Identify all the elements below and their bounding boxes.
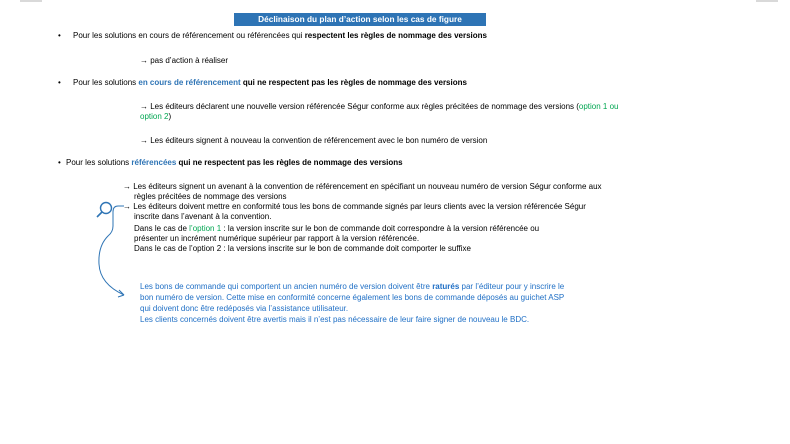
- bullet: •: [58, 31, 61, 40]
- section3-item2-line2: inscrite dans l’avenant à la convention.: [134, 212, 272, 221]
- section3-item2-line1: → Les éditeurs doivent mettre en conformité tous les bons de commande signés par leurs clients avec la version référencée Ségur: [123, 202, 586, 211]
- section3-item1-line2: règles précitées de nommage des versions: [134, 192, 287, 201]
- note-line4: Les clients concernés doivent être avertis mais il n’est pas nécessaire de leur faire signer de nouveau le BDC.: [140, 315, 530, 324]
- section3-option1-line2: présenter un incrément numérique supérieur par rapport à la version référencée.: [134, 234, 420, 243]
- bullet: •: [58, 158, 61, 167]
- section3-option2: Dans le cas de l’option 2 : la versions inscrite sur le bon de commande doit comporter le suffixe: [134, 244, 471, 253]
- corner-mark-left: [20, 0, 42, 2]
- section3-option1-line1: Dans le cas de l’option 1 : la version inscrite sur le bon de commande doit correspondre à la version référencée ou: [134, 224, 540, 233]
- section2-item2: → Les éditeurs signent à nouveau la convention de référencement avec le bon numéro de version: [140, 136, 488, 145]
- bullet: •: [58, 78, 61, 87]
- page-title: Déclinaison du plan d’action selon les cas de figure: [234, 13, 486, 26]
- section3-item1-line1: → Les éditeurs signent un avenant à la convention de référencement en spécifiant un nouveau numéro de version Ségur conforme aux: [123, 182, 602, 191]
- note-line2: bon numéro de version. Cette mise en conformité concerne également les bons de commande déposés au guichet ASP: [140, 293, 565, 302]
- note-line3: qui doivent donc être redéposés via l’assistance utilisateur.: [140, 304, 349, 313]
- section2-item1-cont: option 2): [140, 112, 172, 121]
- connector-bracket: [94, 200, 134, 310]
- note-line1: Les bons de commande qui comportent un ancien numéro de version doivent être raturés par l’éditeur pour y inscrire le: [140, 282, 565, 291]
- section2-item1: → Les éditeurs déclarent une nouvelle version référencée Ségur conforme aux règles précitées de nommage des versions (option 1 ou: [140, 102, 619, 111]
- section1-heading: Pour les solutions en cours de référencement ou référencées qui respectent les règles de nommage des versions: [73, 31, 487, 40]
- section2-heading: Pour les solutions en cours de référencement qui ne respectent pas les règles de nommage des versions: [73, 78, 467, 87]
- section3-heading: Pour les solutions référencées qui ne respectent pas les règles de nommage des versions: [66, 158, 403, 167]
- section1-item: → pas d’action à réaliser: [140, 56, 229, 65]
- corner-mark-right: [756, 0, 778, 2]
